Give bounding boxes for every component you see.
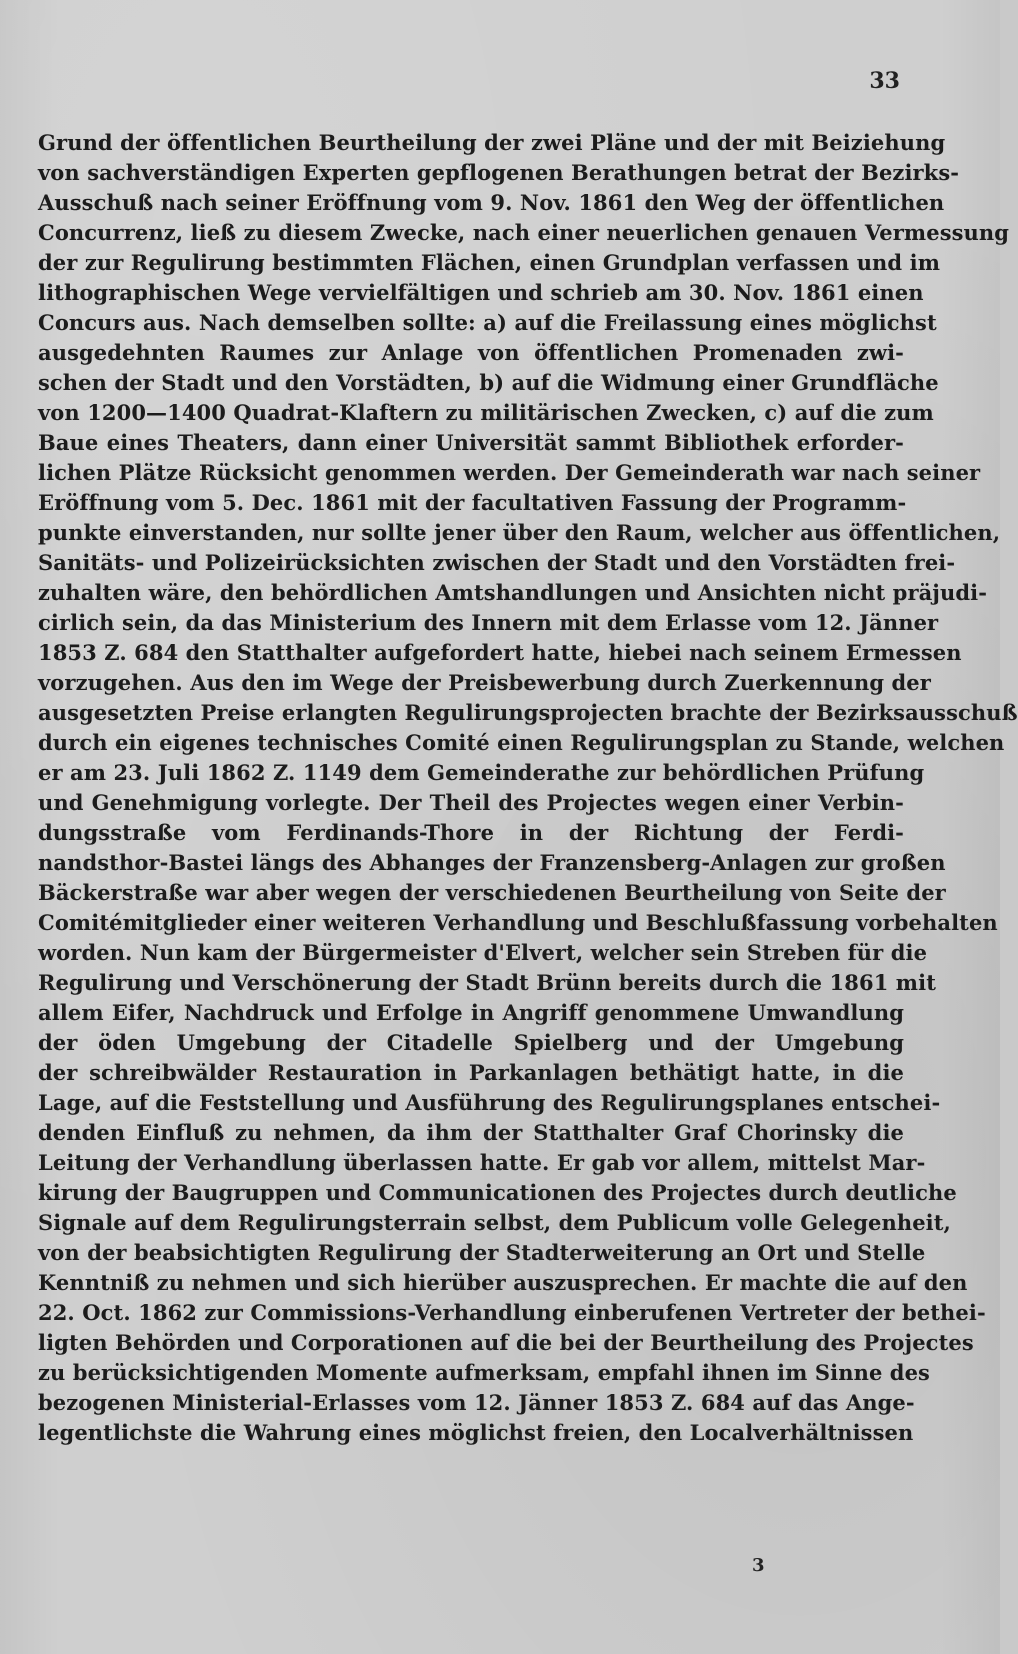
text-line: zu berücksichtigenden Momente aufmerksam, empfahl ihnen im Sinne des (38, 1360, 930, 1385)
text-line: bezogenen Ministerial-Erlasses vom 12. Jänner 1853 Z. 684 auf das Ange- (38, 1390, 915, 1415)
text-line: von 1200—1400 Quadrat-Klaftern zu militärischen Zwecken, c) auf die zum (38, 400, 934, 425)
text-line: Bäckerstraße war aber wegen der verschiedenen Beurtheilung von Seite der (38, 880, 946, 905)
text-line: der zur Regulirung bestimmten Flächen, einen Grundplan verfassen und im (38, 250, 941, 275)
text-line: lichen Plätze Rücksicht genommen werden. Der Gemeinderath war nach seiner (38, 460, 981, 485)
text-line: kirung der Baugruppen und Communicationen des Projectes durch deutliche (38, 1180, 957, 1205)
text-line: nandsthor-Bastei längs des Abhanges der Franzensberg-Anlagen zur großen (38, 850, 946, 875)
text-line: ausgesetzten Preise erlangten Regulirungsprojecten brachte der Bezirksausschuß (38, 700, 1018, 725)
text-line: allem Eifer, Nachdruck und Erfolge in Angriff genommene Umwandlung (38, 1000, 904, 1025)
text-line: Kenntniß zu nehmen und sich hierüber auszusprechen. Er machte die auf den (38, 1270, 968, 1295)
text-line: von der beabsichtigten Regulirung der Stadterweiterung an Ort und Stelle (38, 1240, 926, 1265)
text-line: denden Einfluß zu nehmen, da ihm der Statthalter Graf Chorinsky die (38, 1120, 904, 1145)
text-line: legentlichste die Wahrung eines möglichst freien, den Localverhältnissen (38, 1420, 914, 1445)
text-line: Regulirung und Verschönerung der Stadt Brünn bereits durch die 1861 mit (38, 970, 937, 995)
text-line: durch ein eigenes technisches Comité einen Regulirungsplan zu Stande, welchen (38, 730, 1005, 755)
text-line: der schreibwälder Restauration in Parkanlagen bethätigt hatte, in die (38, 1060, 904, 1085)
text-line: worden. Nun kam der Bürgermeister d'Elvert, welcher sein Streben für die (38, 940, 928, 965)
text-line: und Genehmigung vorlegte. Der Theil des Projectes wegen einer Verbin- (38, 790, 904, 815)
page-number: 33 (869, 68, 900, 94)
text-line: punkte einverstanden, nur sollte jener über den Raum, welcher aus öffentlichen, (38, 520, 1001, 545)
text-line: Eröffnung vom 5. Dec. 1861 mit der facultativen Fassung der Programm- (38, 490, 907, 515)
text-line: Concurrenz, ließ zu diesem Zwecke, nach einer neuerlichen genauen Vermessung (38, 220, 1010, 245)
text-line: cirlich sein, da das Ministerium des Innern mit dem Erlasse vom 12. Jänner (38, 610, 939, 635)
text-line: 1853 Z. 684 den Statthalter aufgefordert hatte, hiebei nach seinem Ermessen (38, 640, 962, 665)
text-line: Concurs aus. Nach demselben sollte: a) auf die Freilassung eines möglichst (38, 310, 937, 335)
signature-mark: 3 (752, 1555, 765, 1576)
text-line: er am 23. Juli 1862 Z. 1149 dem Gemeinderathe zur behördlichen Prüfung (38, 760, 925, 785)
text-line: Comitémitglieder einer weiteren Verhandlung und Beschlußfassung vorbehalten (38, 910, 998, 935)
text-line: zuhalten wäre, den behördlichen Amtshandlungen und Ansichten nicht präjudi- (38, 580, 988, 605)
text-line: 22. Oct. 1862 zur Commissions-Verhandlung einberufenen Vertreter der bethei- (38, 1300, 986, 1325)
text-line: von sachverständigen Experten gepflogenen Berathungen betrat der Bezirks- (38, 160, 960, 185)
text-line: ausgedehnten Raumes zur Anlage von öffentlichen Promenaden zwi- (38, 340, 904, 365)
text-line: Sanitäts- und Polizeirücksichten zwischen der Stadt und den Vorstädten frei- (38, 550, 956, 575)
body-text (38, 128, 1018, 1448)
text-line: ligten Behörden und Corporationen auf die bei der Beurtheilung des Projectes (38, 1330, 974, 1355)
text-line: dungsstraße vom Ferdinands-Thore in der Richtung der Ferdi- (38, 820, 904, 845)
text-line: Grund der öffentlichen Beurtheilung der zwei Pläne und der mit Beiziehung (38, 130, 946, 155)
text-line: der öden Umgebung der Citadelle Spielberg und der Umgebung (38, 1030, 904, 1055)
text-line: vorzugehen. Aus den im Wege der Preisbewerbung durch Zuerkennung der (38, 670, 931, 695)
text-line: Baue eines Theaters, dann einer Universität sammt Bibliothek erforder- (38, 430, 904, 455)
text-line: Ausschuß nach seiner Eröffnung vom 9. Nov. 1861 den Weg der öffentlichen (38, 190, 945, 215)
text-line: Signale auf dem Regulirungsterrain selbst, dem Publicum volle Gelegenheit, (38, 1210, 951, 1235)
text-line: lithographischen Wege vervielfältigen und schrieb am 30. Nov. 1861 einen (38, 280, 924, 305)
text-line: Leitung der Verhandlung überlassen hatte. Er gab vor allem, mittelst Mar- (38, 1150, 926, 1175)
text-line: Lage, auf die Feststellung und Ausführung des Regulirungsplanes entschei- (38, 1090, 941, 1115)
text-line: schen der Stadt und den Vorstädten, b) auf die Widmung einer Grundfläche (38, 370, 939, 395)
